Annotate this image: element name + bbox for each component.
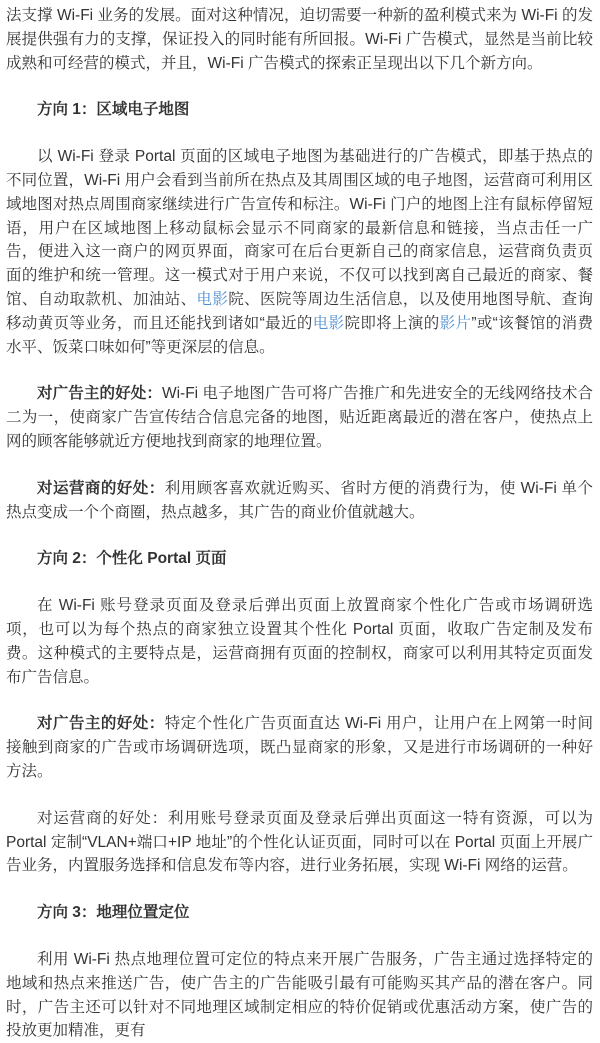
- paragraph: [6, 382, 593, 453]
- paragraph: [6, 477, 593, 525]
- bold-label: 对运营商的好处：: [37, 479, 165, 497]
- paragraph: [6, 807, 593, 878]
- keyword-link[interactable]: 电影: [196, 290, 229, 308]
- keyword-link[interactable]: 影片: [439, 314, 472, 332]
- bold-label: 对广告主的好处：: [37, 385, 162, 403]
- text-run: 利用顾客喜欢就近购买、省时方便的消费行为，使 Wi-Fi 单个热点变成一个个商圈，热点越多，其广告的商业价值就越大。: [6, 479, 593, 521]
- text-run: 院、医院等周边生活信息，以及使用地图导航、查询移动黄页等业务，而且还能找到诸如“最近的: [6, 290, 593, 332]
- paragraph: [6, 4, 593, 75]
- paragraph: [6, 712, 593, 783]
- text-run: ”或“该餐馆的消费水平、饭菜口味如何”等更深层的信息。: [6, 314, 593, 356]
- paragraph: [6, 948, 593, 1043]
- paragraph: [6, 594, 593, 689]
- text-run: 特定个性化广告页面直达 Wi-Fi 用户，让用户在上网第一时间接触到商家的广告或市场调研选项，既凸显商家的形象，又是进行市场调研的一种好方法。: [6, 715, 593, 780]
- section-heading: [6, 901, 593, 925]
- text-run: 方向 3：地理位置定位: [37, 904, 190, 922]
- text-run: Wi-Fi 电子地图广告可将广告推广和先进安全的无线网络技术合二为一，使商家广告宣传结合信息完备的地图，贴近距离最近的潜在客户，使热点上网的顾客能够就近方便地找到商家的地理位置。: [6, 385, 593, 450]
- text-run: 利用 Wi-Fi 热点地理位置可定位的特点来开展广告服务，广告主通过选择特定的地域和热点来推送广告，使广告主的广告能吸引最有可能购买其产品的潜在客户。同时，广告主还可以针对不同地理区域制定相应的特价促销或优惠活动方案，使广告的投放更加精准，更有: [6, 950, 593, 1040]
- keyword-link[interactable]: 电影: [312, 314, 345, 332]
- paragraph: [6, 145, 593, 359]
- text-run: 对运营商的好处：利用账号登录页面及登录后弹出页面这一特有资源，可以为 Portal 定制“VLAN+端口+IP 地址”的个性化认证页面，同时可以在 Portal 页面上开展广告业务，内置服务选择和信息发布等内容，进行业务拓展，实现 Wi-Fi 网络的运营。: [6, 809, 593, 875]
- text-run: 方向 1：区域电子地图: [37, 101, 190, 119]
- section-heading: [6, 547, 593, 571]
- text-run: 方向 2：个性化 Portal 页面: [37, 550, 227, 568]
- bold-label: 对广告主的好处：: [37, 715, 165, 733]
- text-run: 以 Wi-Fi 登录 Portal 页面的区域电子地图为基础进行的广告模式，即基于热点的不同位置，Wi-Fi 用户会看到当前所在热点及其周围区域的电子地图，运营商可利用区域地图对热点周围商家继续进行广告宣传和标注。Wi-Fi 门户的地图上注有鼠标停留短语，用户在区域地图上移动鼠标会显示不同商家的最新信息和链接，当点击任一广告，便进入这一商户的网页界面，商家可在后台更新自己的商家信息，运营商负责页面的维护和统一管理。这一模式对于用户来说，不仅可以找到离自己最近的商家、餐馆、自动取款机、加油站、: [6, 148, 593, 308]
- text-run: 院即将上演的: [344, 314, 440, 332]
- text-run: 在 Wi-Fi 账号登录页面及登录后弹出页面上放置商家个性化广告或市场调研选项，也可以为每个热点的商家独立设置其个性化 Portal 页面，收取广告定制及发布费。这种模式的主要特点是，运营商拥有页面的控制权，商家可以利用其特定页面发布广告信息。: [6, 597, 593, 686]
- text-run: 法支撑 Wi-Fi 业务的发展。面对这种情况，迫切需要一种新的盈利模式来为 Wi-Fi 的发展提供强有力的支撑，保证投入的同时能有所回报。Wi-Fi 广告模式，显然是当前比较成熟和可经营的模式，并且，Wi-Fi 广告模式的探索正呈现出以下几个新方向。: [6, 7, 593, 72]
- section-heading: [6, 98, 593, 122]
